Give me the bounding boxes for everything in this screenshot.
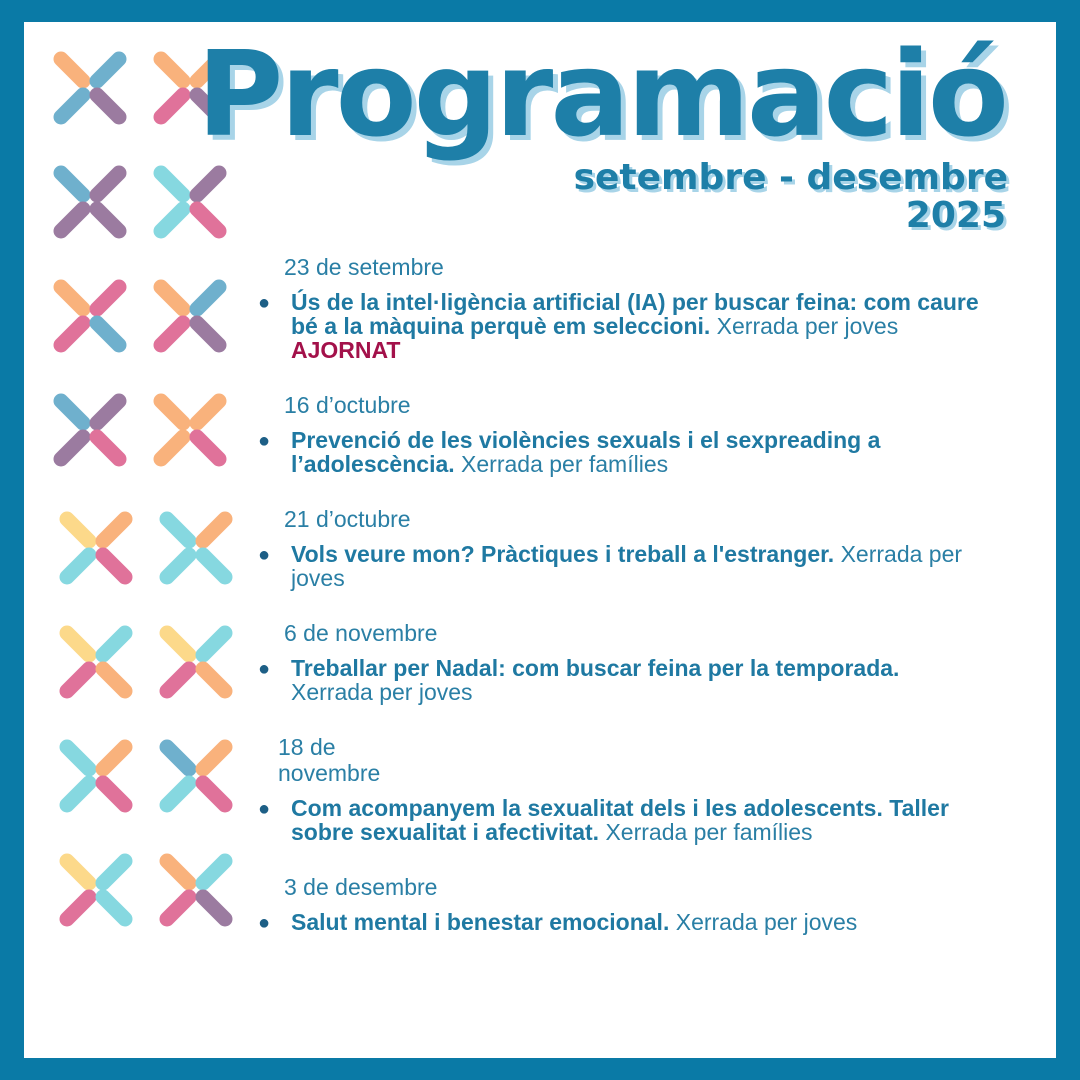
date-range-subtitle: setembre - desembre	[573, 157, 1008, 198]
pattern-stroke	[67, 783, 89, 805]
pattern-stroke	[97, 287, 119, 309]
bullet-icon: ●	[258, 430, 271, 452]
pattern-stroke	[197, 401, 219, 423]
pattern-stroke	[167, 783, 189, 805]
pattern-stroke	[203, 633, 225, 655]
page-title: Programació	[196, 25, 1006, 163]
pattern-stroke	[203, 555, 225, 577]
pattern-stroke	[167, 861, 189, 883]
pattern-stroke	[167, 897, 189, 919]
event-item	[256, 734, 986, 844]
event-title: Vols veure mon? Pràctiques i treball a l'estranger.	[291, 541, 835, 567]
pattern-stroke	[97, 437, 119, 459]
pattern-stroke	[161, 437, 183, 459]
event-date: 18 de novembre	[278, 734, 381, 786]
pattern-stroke	[161, 323, 183, 345]
event-item	[256, 392, 986, 476]
bullet-icon: ●	[258, 544, 271, 566]
pattern-stroke	[103, 747, 125, 769]
pattern-stroke	[167, 519, 189, 541]
event-audience: Xerrada per joves	[291, 679, 473, 705]
pattern-stroke	[103, 897, 125, 919]
event-date: 23 de setembre	[284, 254, 444, 280]
pattern-stroke	[67, 555, 89, 577]
pattern-stroke	[103, 861, 125, 883]
pattern-stroke	[97, 401, 119, 423]
pattern-stroke	[67, 747, 89, 769]
pattern-stroke	[161, 401, 183, 423]
event-description	[256, 656, 986, 704]
event-title: Com acompanyem la sexualitat dels i les adolescents. Taller sobre sexualitat i afectivitat.	[291, 795, 949, 845]
pattern-stroke	[61, 437, 83, 459]
events-list	[256, 254, 986, 934]
pattern-stroke	[203, 669, 225, 691]
pattern-stroke	[103, 783, 125, 805]
event-title: Ús de la intel·ligència artificial (IA) per buscar feina: com caure bé a la màquina perquè em seleccioni.	[291, 289, 979, 339]
pattern-stroke	[103, 555, 125, 577]
event-date: 21 d’octubre	[284, 506, 411, 532]
pattern-stroke	[97, 209, 119, 231]
pattern-stroke	[103, 669, 125, 691]
event-date: 16 d’octubre	[284, 392, 411, 418]
pattern-stroke	[161, 95, 183, 117]
event-description	[256, 796, 986, 844]
pattern-stroke	[67, 519, 89, 541]
pattern-stroke	[197, 209, 219, 231]
event-date: 6 de novembre	[284, 620, 438, 646]
pattern-stroke	[61, 59, 83, 81]
bullet-icon: ●	[258, 912, 271, 934]
pattern-stroke	[161, 287, 183, 309]
pattern-stroke	[161, 209, 183, 231]
pattern-stroke	[203, 783, 225, 805]
pattern-stroke	[197, 173, 219, 195]
pattern-stroke	[61, 323, 83, 345]
pattern-stroke	[61, 209, 83, 231]
event-title: Salut mental i benestar emocional.	[291, 909, 670, 935]
pattern-stroke	[203, 519, 225, 541]
bullet-icon: ●	[258, 658, 271, 680]
event-title: Prevenció de les violències sexuals i el sexpreading a l’adolescència.	[291, 427, 881, 477]
event-audience: Xerrada per joves	[716, 313, 899, 339]
event-description	[256, 290, 986, 362]
pattern-stroke	[161, 59, 183, 81]
decorative-x-pattern	[24, 22, 254, 1058]
pattern-stroke	[61, 401, 83, 423]
event-item	[256, 620, 986, 704]
event-audience: Xerrada per joves	[291, 541, 963, 591]
event-item	[256, 254, 986, 362]
pattern-stroke	[167, 747, 189, 769]
pattern-stroke	[67, 633, 89, 655]
event-audience: Xerrada per famílies	[461, 451, 669, 477]
event-description	[256, 542, 986, 590]
pattern-stroke	[61, 95, 83, 117]
event-item	[256, 506, 986, 590]
pattern-stroke	[61, 173, 83, 195]
pattern-stroke	[167, 669, 189, 691]
event-description	[256, 428, 986, 476]
year-label: 2025	[905, 195, 1006, 236]
event-date: 3 de desembre	[284, 874, 438, 900]
pattern-stroke	[167, 555, 189, 577]
pattern-stroke	[103, 633, 125, 655]
pattern-stroke	[203, 861, 225, 883]
event-description	[256, 910, 986, 934]
event-audience: Xerrada per joves	[675, 909, 858, 935]
pattern-stroke	[67, 669, 89, 691]
pattern-stroke	[61, 287, 83, 309]
pattern-stroke	[197, 437, 219, 459]
pattern-stroke	[197, 287, 219, 309]
event-item	[256, 874, 986, 934]
pattern-stroke	[67, 861, 89, 883]
pattern-stroke	[167, 633, 189, 655]
bullet-icon: ●	[258, 292, 271, 314]
event-audience: Xerrada per famílies	[605, 819, 813, 845]
event-title: Treballar per Nadal: com buscar feina per la temporada.	[291, 655, 900, 681]
poster-frame	[24, 22, 1056, 1058]
pattern-stroke	[203, 897, 225, 919]
pattern-stroke	[97, 173, 119, 195]
pattern-stroke	[161, 173, 183, 195]
event-status-badge: AJORNAT	[291, 337, 401, 363]
pattern-stroke	[97, 323, 119, 345]
bullet-icon: ●	[258, 798, 271, 820]
pattern-stroke	[97, 95, 119, 117]
pattern-stroke	[103, 519, 125, 541]
pattern-stroke	[203, 747, 225, 769]
pattern-stroke	[197, 323, 219, 345]
pattern-stroke	[97, 59, 119, 81]
pattern-stroke	[67, 897, 89, 919]
